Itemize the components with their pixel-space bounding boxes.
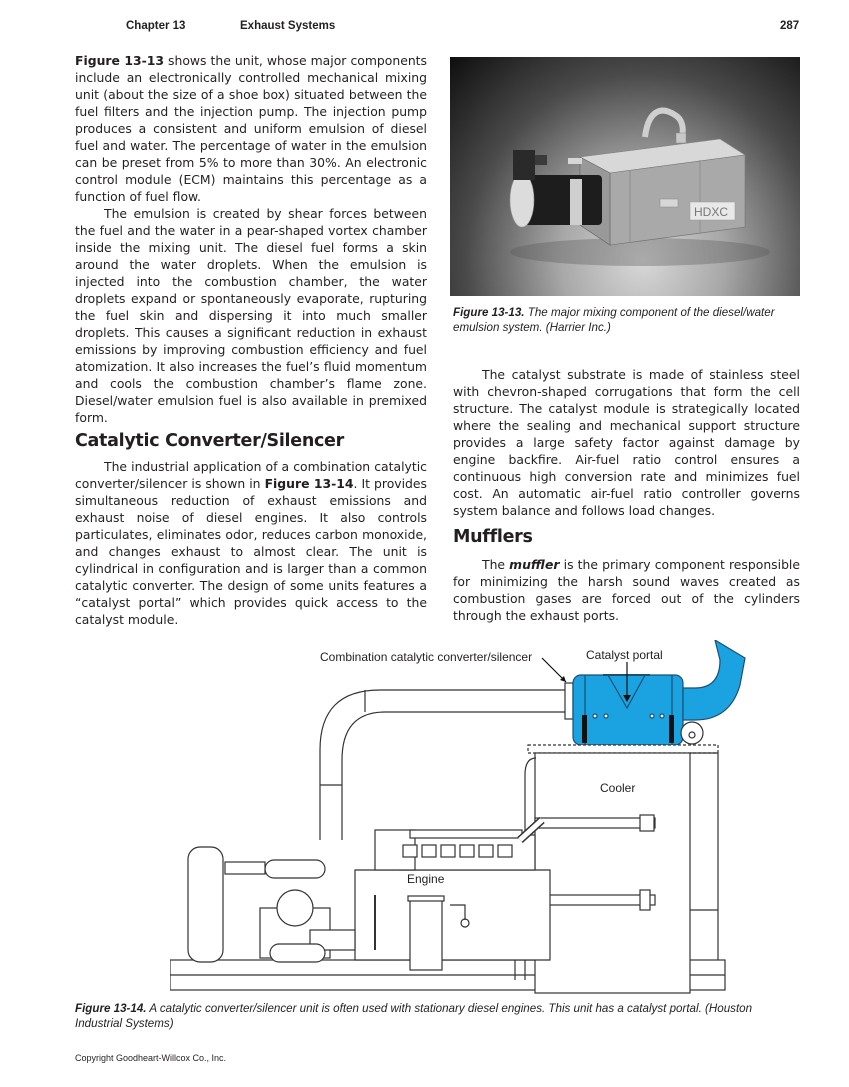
- caption-figure-number: Figure 13-14.: [75, 1002, 147, 1015]
- caption-figure-number: Figure 13-13.: [453, 306, 525, 319]
- right-column-text-2: [453, 556, 800, 624]
- paragraph: The industrial application of a combination catalytic converter/silencer is shown in Figure 13-14. It provides simultaneous reduction of exhaust emissions and exhaust noise of diesel engines. It also controls particulates, eliminates odor, reduces carbon monoxide, and changes exhaust to almost clear. The unit is cylindrical in configuration and is larger than a common catalytic converter. The design of some units features a “catalyst portal” which provides quick access to the catalyst module.: [75, 459, 428, 627]
- mixing-unit-illustration: [450, 57, 800, 296]
- paragraph: The muffler is the primary component responsible for minimizing the harsh sound waves created as combustion gases are forced out of the cylinders through the exhaust ports.: [453, 557, 800, 623]
- callout-arrows: [170, 640, 750, 1000]
- figure-13-13-caption: Figure 13-13. The major mixing component of the diesel/water emulsion system. (Harrier Inc.): [453, 306, 775, 334]
- label-converter: Combination catalytic converter/silencer: [320, 650, 533, 664]
- paragraph: Figure 13-13 shows the unit, whose major components include an electronically controlled mechanical mixing unit (about the size of a shoe box) situated between the fuel filters and the injection pump. The injection pump produces a consistent and uniform emulsion of diesel fuel and water. The percentage of water in the emulsion can be preset from 5% to more than 30%. An electronic control module (ECM) maintains this percentage as a function of fuel flow.: [75, 53, 427, 204]
- paragraph: The emulsion is created by shear forces between the fuel and the water in a pear-shaped vortex chamber inside the mixing unit. The diesel fuel forms a skin around the water droplets. When the emulsion is injected into the combustion chamber, the water droplets expand or spontaneously evaporate, rupturing the fuel skin and dispersing it into much smaller droplets. This causes a significant reduction in exhaust emissions by improving combustion efficiency and fuel atomization. It also increases the fuel’s fluid momentum and cools the combustion chamber’s flame zone. Diesel/water emulsion fuel is also available in premixed form.: [75, 206, 427, 425]
- label-cooler: Cooler: [600, 781, 636, 795]
- figure-13-14-diagram: [170, 640, 750, 1000]
- figure-13-13-photo: [450, 57, 800, 296]
- label-catalyst-portal: Catalyst portal: [586, 648, 663, 662]
- running-header: [0, 20, 849, 40]
- page-number: 287: [780, 20, 800, 32]
- chapter-label: Chapter 13: [126, 20, 186, 32]
- left-column-text: [75, 52, 427, 426]
- product-label: HDXC: [694, 205, 729, 219]
- figure-reference: Figure 13-13: [75, 53, 164, 68]
- right-column-text: [453, 366, 800, 519]
- section-heading-mufflers: Mufflers: [453, 527, 533, 547]
- figure-13-14-caption: Figure 13-14. A catalytic converter/silencer unit is often used with stationary diesel engines. This unit has a catalyst portal. (Houston Industrial Systems): [75, 1002, 753, 1030]
- copyright-footer: Copyright Goodheart-Willcox Co., Inc.: [75, 1053, 227, 1063]
- section-title: Exhaust Systems: [240, 20, 336, 32]
- paragraph: The catalyst substrate is made of stainless steel with chevron-shaped corrugations that form the cell structure. The catalyst module is strategically located where the sealing and mechanical support structure provides a large safety factor against damage by engine backfire. Air-fuel ratio control ensures a continuous high conversion rate and minimizes fuel cost. An automatic air-fuel ratio controller governs system balance and follows load changes.: [453, 367, 800, 518]
- key-term: muffler: [509, 557, 560, 572]
- label-engine: Engine: [407, 872, 445, 886]
- section-heading-catalytic-converter: Catalytic Converter/Silencer: [75, 431, 344, 451]
- figure-reference: Figure 13-14: [264, 476, 354, 491]
- left-column-text-2: [75, 458, 427, 628]
